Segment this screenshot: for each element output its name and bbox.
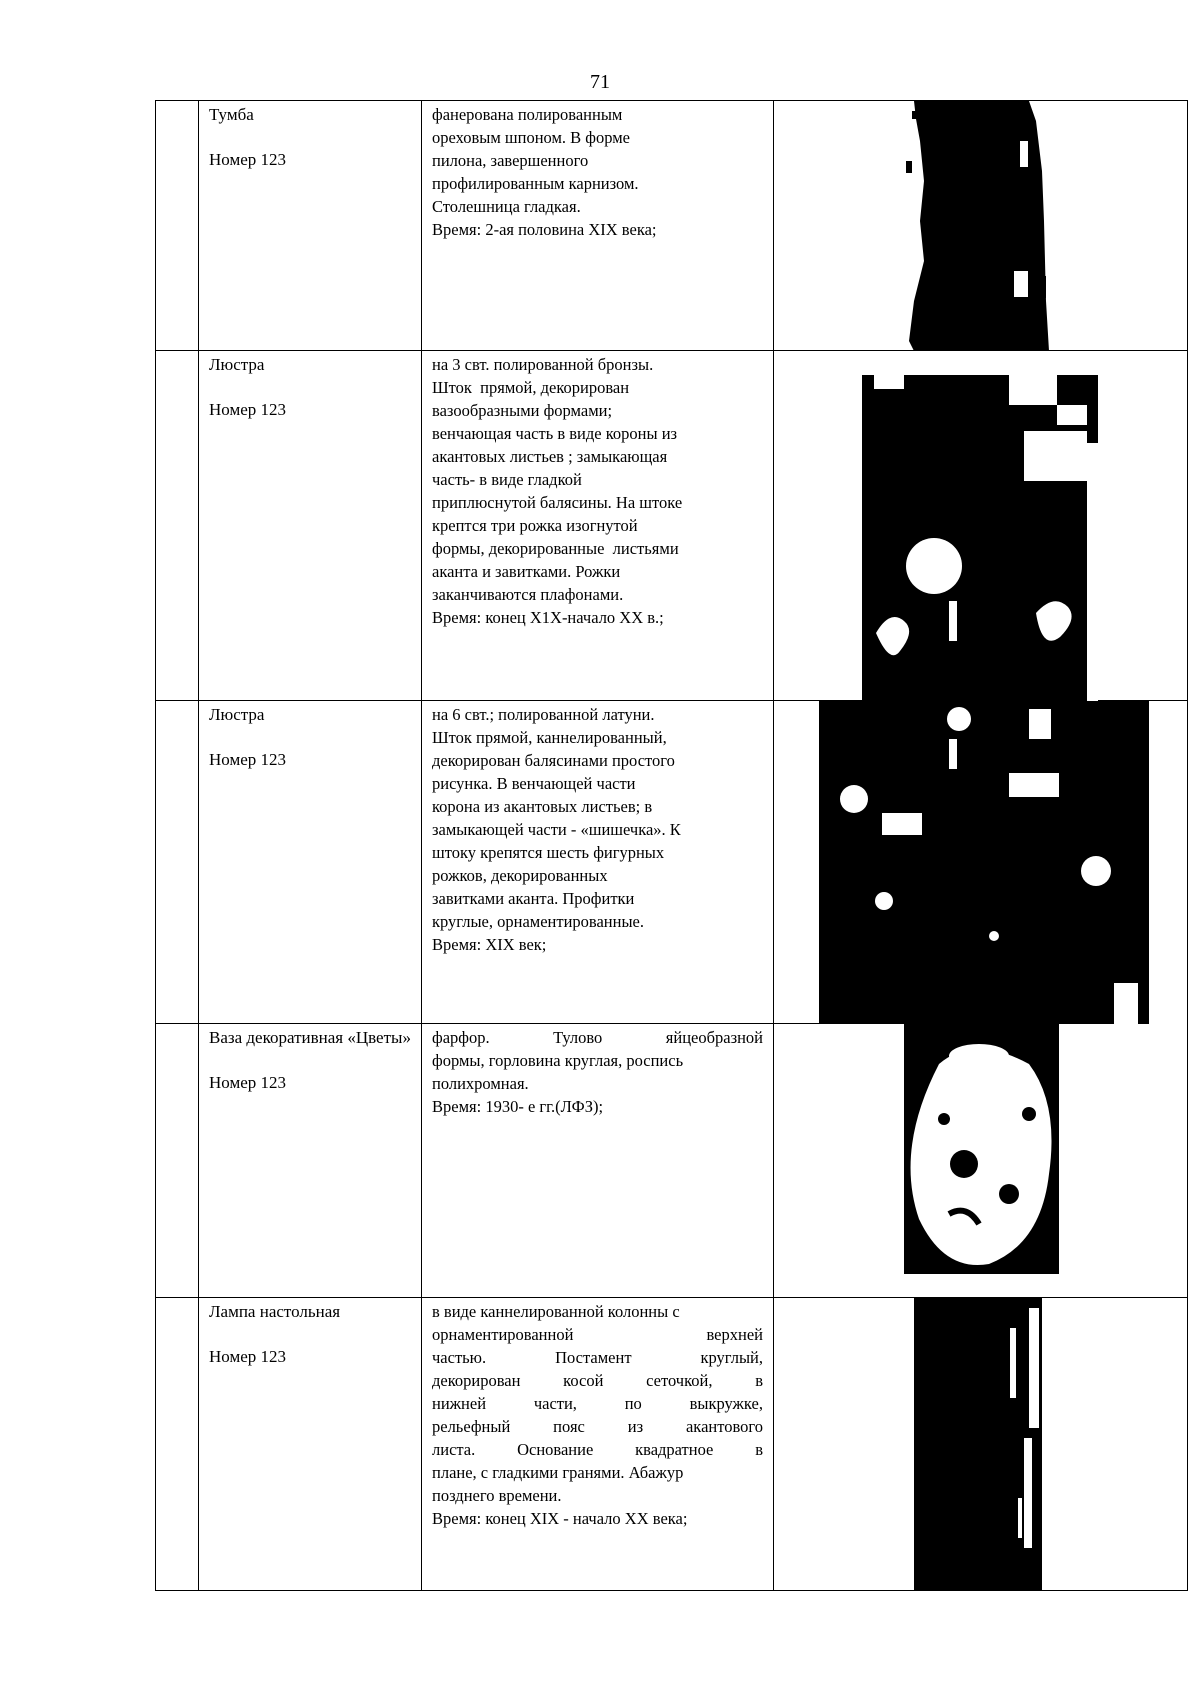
description-line: штоку крепятся шесть фигурных [432, 843, 665, 862]
item-name-cell [199, 351, 422, 701]
item-name-cell [199, 1024, 422, 1298]
description-line: рожков, декорированных [432, 866, 608, 885]
item-name: Люстра [209, 355, 265, 374]
description-line: завитками аканта. Профитки [432, 889, 635, 908]
item-photo-cell [774, 1298, 1188, 1591]
table-lamp-photo [774, 1298, 1187, 1591]
description-line: Время: XIX век; [432, 935, 547, 954]
item-name: Ваза декоративная «Цветы» [209, 1028, 411, 1047]
description-line: фанерована полированным [432, 105, 623, 124]
description-line: нижней части, по выкружке, [432, 1394, 763, 1413]
item-number: Номер 123 [209, 1073, 287, 1092]
item-description-cell [422, 1024, 774, 1298]
description-line: в виде каннелированной колонны с [432, 1302, 680, 1321]
description-line: листа. Основание квадратное в [432, 1440, 763, 1459]
table-row [156, 701, 1188, 1024]
description-line: Время: 2-ая половина XIX века; [432, 220, 657, 239]
row-index-cell [156, 1298, 199, 1591]
item-photo-cell [774, 1024, 1188, 1298]
row-index-cell [156, 101, 199, 351]
description-line: приплюснутой балясины. На штоке [432, 493, 683, 512]
item-name: Тумба [209, 105, 254, 124]
item-photo-cell [774, 351, 1188, 701]
item-name-cell [199, 1298, 422, 1591]
description-line: позднего времени. [432, 1486, 562, 1505]
description-line: плане, с гладкими гранями. Абажур [432, 1463, 684, 1482]
description-line: Время: конец Х1Х-начало ХХ в.; [432, 608, 664, 627]
description-line: вазообразными формами; [432, 401, 613, 420]
description-line: декорирован балясинами простого [432, 751, 675, 770]
description-line: формы, декорированные листьями [432, 539, 679, 558]
item-name: Люстра [209, 705, 265, 724]
description-line: акантовых листьев ; замыкающая [432, 447, 668, 466]
item-name: Лампа настольная [209, 1302, 341, 1321]
table-row [156, 1024, 1188, 1298]
description-line: на 6 свт.; полированной латуни. [432, 705, 655, 724]
description-line: на 3 свт. полированной бронзы. [432, 355, 654, 374]
description-line: частью. Постамент круглый, [432, 1348, 763, 1367]
description-line: Столешница гладкая. [432, 197, 581, 216]
description-line: венчающая часть в виде короны из [432, 424, 678, 443]
table-row [156, 1298, 1188, 1591]
table-row [156, 101, 1188, 351]
description-line: часть- в виде гладкой [432, 470, 582, 489]
nightstand-photo [774, 101, 1187, 351]
item-number: Номер 123 [209, 750, 287, 769]
catalog-table [155, 100, 1188, 1591]
item-description-cell [422, 701, 774, 1024]
description-line: круглые, орнаментированные. [432, 912, 645, 931]
description-line: профилированным карнизом. [432, 174, 639, 193]
description-line: Шток прямой, каннелированный, [432, 728, 667, 747]
description-line: орнаментированной верхней [432, 1325, 763, 1344]
item-number: Номер 123 [209, 400, 287, 419]
vase-photo [774, 1024, 1187, 1298]
description-line: формы, горловина круглая, роспись [432, 1051, 684, 1070]
item-photo-cell [774, 101, 1188, 351]
table-row [156, 351, 1188, 701]
row-index-cell [156, 351, 199, 701]
item-photo-cell [774, 701, 1188, 1024]
item-name-cell [199, 701, 422, 1024]
description-line: фарфор. Тулово яйцеобразной [432, 1028, 763, 1047]
item-description-cell [422, 101, 774, 351]
description-line: Шток прямой, декорирован [432, 378, 630, 397]
chandelier-photo [774, 351, 1187, 701]
description-line: замыкающей части - «шишечка». К [432, 820, 681, 839]
description-line: рисунка. В венчающей части [432, 774, 636, 793]
chandelier-photo [774, 701, 1187, 1024]
description-line: полихромная. [432, 1074, 529, 1093]
description-line: корона из акантовых листьев; в [432, 797, 653, 816]
description-line: ореховым шпоном. В форме [432, 128, 630, 147]
item-name-cell [199, 101, 422, 351]
description-line: пилона, завершенного [432, 151, 589, 170]
item-description-cell [422, 1298, 774, 1591]
description-line: заканчиваются плафонами. [432, 585, 624, 604]
item-description-cell [422, 351, 774, 701]
description-line: рельефный пояс из акантового [432, 1417, 763, 1436]
description-line: декорирован косой сеточкой, в [432, 1371, 763, 1390]
row-index-cell [156, 1024, 199, 1298]
description-line: Время: конец XIX - начало XX века; [432, 1509, 688, 1528]
row-index-cell [156, 701, 199, 1024]
page-number: 71 [590, 71, 610, 93]
item-number: Номер 123 [209, 150, 287, 169]
description-line: аканта и завитками. Рожки [432, 562, 621, 581]
description-line: Время: 1930- е гг.(ЛФЗ); [432, 1097, 604, 1116]
description-line: крептся три рожка изогнутой [432, 516, 638, 535]
item-number: Номер 123 [209, 1347, 287, 1366]
